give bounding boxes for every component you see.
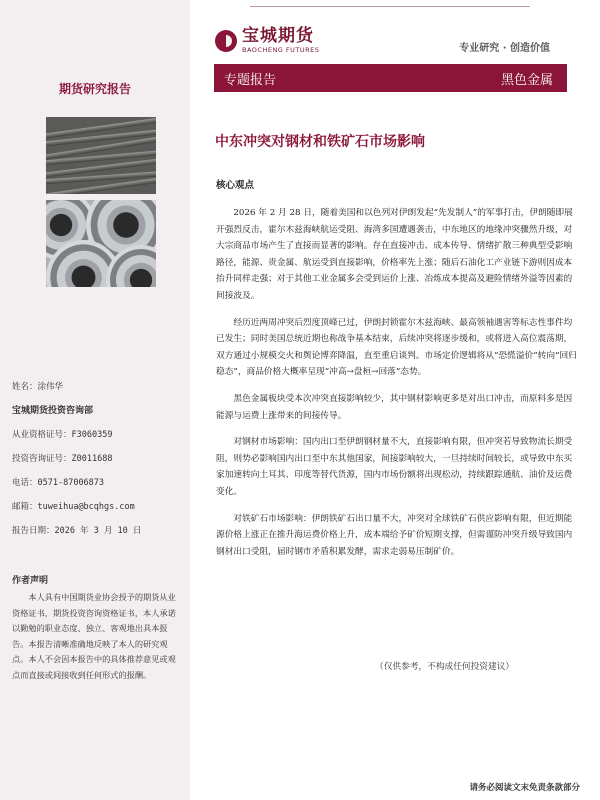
steel-coil-photo	[46, 200, 156, 287]
author-declaration	[12, 573, 182, 683]
paragraph: 对钢材市场影响：国内出口至伊朗钢材量不大，直接影响有限，但冲突若导致物流长期受阻，则势必影响国内出口至中东其他国家，间接影响较大，一旦持续时间较长，或导致中东买家加速转向土耳其、印度等替代货源，国内市场份额将出现松动，持续跟踪通航、油价及运费变化。	[216, 437, 573, 497]
slogan: 专业研究 · 创造价值	[459, 43, 550, 54]
logo-icon	[215, 30, 237, 52]
sidebar-panel	[0, 0, 190, 800]
declaration-body: 本人具有中国期货业协会授予的期货从业资格证书，期货投资咨询资格证书，本人承诺以勤勉的职业态度、独立、客观地出具本报告。本报告清晰准确地反映了本人的研究观点。本人不会因本报告中的具体推荐意见或观点而直接或间接收到任何形式的报酬。	[12, 592, 176, 680]
author-info	[12, 379, 141, 547]
qualification-number: 从业资格证号：F3060359	[12, 430, 113, 440]
paragraph: 对铁矿石市场影响：伊朗铁矿石出口量不大，冲突对全球铁矿石供应影响有限，但近期能源价格上涨正在推升海运费价格上升，成本端给予矿价短期支撑，但需谨防冲突升级导致国内钢材出口受阻，届时钢市矛盾积累发酵，需求走弱易压制矿价。	[216, 513, 573, 557]
author-department: 宝城期货投资咨询部	[12, 406, 94, 416]
paragraph: 经历近两周冲突后烈度顶峰已过，伊朗封锁霍尔木兹海峡、最高领袖遇害等标志性事件均已发生；同时美国总统近期也称战争基本结束，后续冲突将逐步缓和，或将进入高位震荡期，双方通过小规模交火和舆论博弈降温，直至重启谈判。市场定价逻辑将从“恐慌溢价”转向“回归稳态”，商品价格大概率呈现“冲高→盘桓→回落”态势。	[216, 317, 577, 378]
footer-note: 请务必阅读文末免责条款部分	[469, 783, 580, 793]
paragraph: 2026 年 2 月 28 日，随着美国和以色列对伊朗发起“先发制人”的军事打击，伊朗随即展开强烈反击，霍尔木兹海峡航运受阻、海湾多国遭遇袭击，中东地区的地缘冲突骤然升级，对大宗商品市场产生了直接而显著的影响。存在直接冲击、成本传导、情绪扩散三种典型受影响路径，能源、贵金属、航运受到直接影响，价格率先上涨；随后石油化工产业链下游则因成本抬升同样走强；对于其他工业金属多会受到运价上涨、冶炼成本提高及避险情绪外溢等因素的间接波及。	[216, 208, 573, 301]
investment-disclaimer: （仅供参考，不构成任何投资建议）	[375, 662, 514, 672]
sector-label: 黑色金属	[500, 72, 553, 88]
report-type-label: 专题报告	[224, 72, 277, 88]
report-body	[216, 177, 578, 570]
email: 邮箱：tuweihua@bcqhgs.com	[12, 502, 135, 512]
category-banner	[214, 64, 567, 92]
core-view-heading: 核心观点	[216, 180, 255, 191]
author-name: 姓名：涂伟华	[12, 382, 64, 392]
top-header-strip	[250, 0, 530, 7]
declaration-heading: 作者声明	[12, 576, 49, 586]
advisory-number: 投资咨询证号：Z0011688	[12, 454, 113, 464]
report-date: 报告日期：2026 年 3 月 10 日	[12, 526, 142, 536]
logo-name-en: BAOCHENG FUTURES	[242, 46, 320, 55]
report-title: 中东冲突对钢材和铁矿石市场影响	[215, 134, 425, 150]
paragraph: 黑色金属板块受本次冲突直接影响较少，其中钢材影响更多是对出口冲击，而原料多是因能源与运费上涨带来的间接传导。	[216, 393, 573, 421]
phone: 电话：0571-87006873	[12, 478, 105, 488]
logo-name-cn: 宝城期货	[242, 26, 314, 47]
company-logo	[215, 26, 319, 56]
sidebar-title: 期货研究报告	[58, 82, 131, 96]
rebar-photo	[46, 117, 156, 194]
